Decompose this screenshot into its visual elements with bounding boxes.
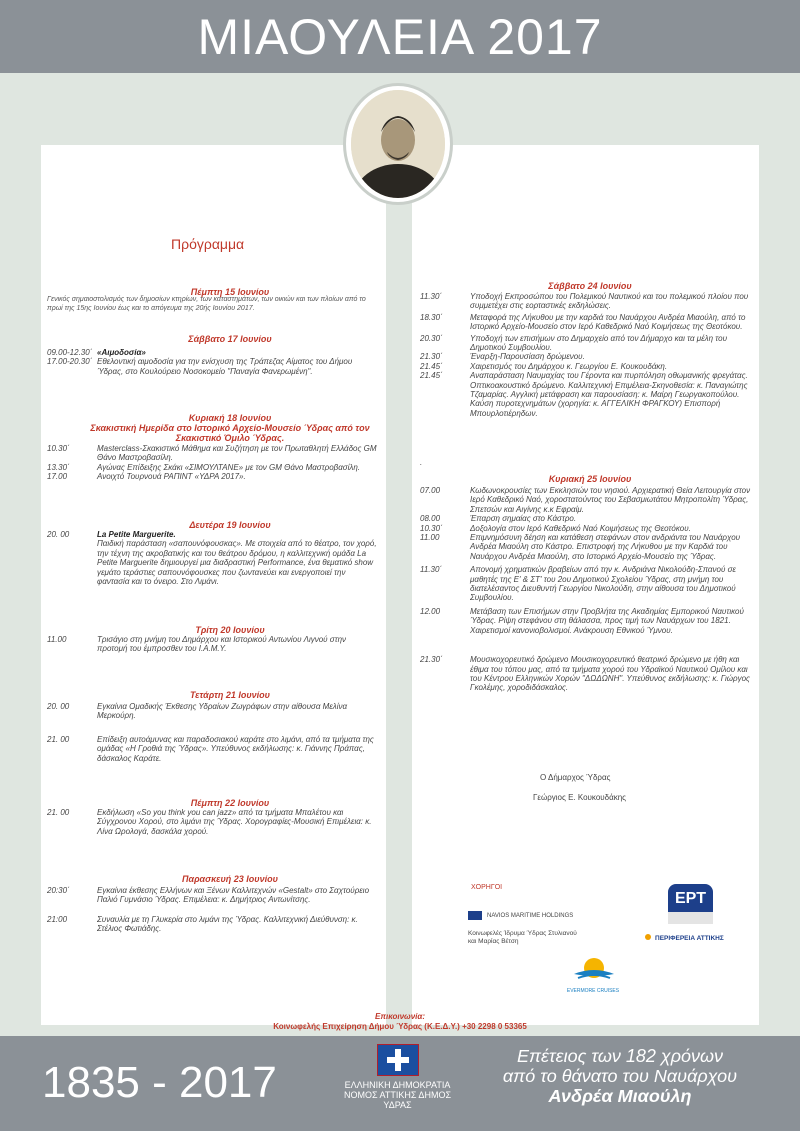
event-time: 11.00 xyxy=(47,635,67,644)
event-text: Μεταφορά της Λήκυθου με την καρδιά του Ναυάρχου Ανδρέα Μιαούλη, από το Ιστορικό Αρχείο-Μουσείο στον Ιερό Καθεδρικό Ναό Κοιμήσεως της Θεοτόκου. xyxy=(470,312,746,332)
event-text: Επίδειξη αυτοάμυνας και παραδοσιακού καράτε στο λιμάνι, από τα τμήματα της ομάδας «Η Γροθιά της Ύδρας». Υπεύθυνος εκδήλωσης: κ. Γιάννης Πράπας, δάσκαλος Καράτε. xyxy=(97,734,374,763)
ert-logo-text: ΕΡΤ xyxy=(674,890,707,907)
event-time: 20.30΄ xyxy=(420,333,443,343)
event-time: 21. 00 xyxy=(47,734,70,744)
event-text: Ανοιχτό Τουρνουά ΡΑΠΙΝΤ «ΥΔΡΑ 2017». xyxy=(97,472,246,482)
emblem-text: ΕΛΛΗΝΙΚΗ ΔΗΜΟΚΡΑΤΙΑ ΝΟΜΟΣ ΑΤΤΙΚΗΣ ΔΗΜΟΣ ΥΔΡΑΣ xyxy=(343,1080,452,1110)
years-text: 1835 - 2017 xyxy=(42,1058,277,1107)
event-text: Τρισάγιο στη μνήμη του Δημάρχου και Ιστορικού Αντωνίου Λιγνού στην προτομή του έμπροσθεν του Ι.Α.Μ.Υ. xyxy=(97,635,347,654)
day-20-events xyxy=(47,635,377,654)
day-23-events xyxy=(47,886,377,934)
separator-dot: . xyxy=(420,458,423,467)
event-text: Καύση πυροτεχνημάτων (χορηγία: κ. ΑΓΓΕΛΙΚΗ ΦΡΑΓΚΟΥ) Επισπορή Μπουρλοτιέρηδων. xyxy=(470,399,721,418)
event-text: Εθελοντική αιμοδοσία για την ενίσχυση της Τράπεζας Αίματος του Δήμου Ύδρας, στο Κουλούρειο Νοσοκομείο "Παναγία Φανερωμένη". xyxy=(97,357,353,376)
event-text: Μουσικοχορευτικό δρώμενο Μουσικοχορευτικό θεατρικό δρώμενο με ήθη και έθιμα του τόπου μας, από τα τμήματα χορού του Υδραϊκού Ναυτικού Ομίλου και του Κέντρου Ελληνικών Χορών "ΔΩΔΩΝΗ". Υπεύθυνος εκδήλωσης: κ. Γιώργος Γκολέμης, χοροδιδάσκαλος. xyxy=(470,655,750,693)
event-text: Υποδοχή Εκπροσώπου του Πολεμικού Ναυτικού και του πολεμικού πλοίου που συμμετέχει στις εορταστικές εκδηλώσεις. xyxy=(470,292,749,311)
event-text: Επιμνημόσυνη δέηση και κατάθεση στεφάνων στον ανδριάντα του Ναυάρχου Ανδρέα Μιαούλη στο Κάστρο. Επιστροφή της Λήκυθου με την Καρδιά του Ναυάρχου Ανδρέα Μιαούλη, στο Ιστορικό Αρχείο-Μουσείο της Ύδρας. xyxy=(470,533,741,561)
event-text: Μετάβαση των Επισήμων στην Προβλήτα της Ακαδημίας Εμπορικού Ναυτικού Ύδρας. Ρίψη στεφάνου στη θάλασσα, προς τιμή των Ναυάρχων του 1821. Χαιρετισμοί κανονιοβολισμοί. Ανάκρουση Εθνικού Ύμνου. xyxy=(470,606,744,635)
event-time: 10.30΄ xyxy=(420,523,443,533)
event-text: Εκδήλωση «So you think you can jazz» από τα τμήματα Μπαλέτου και Σύγχρονου Χορού, στο λιμάνι της Ύδρας. Χορογραφίες-Μουσική Επιμέλεια: κ. Λίνα Ωρολογά, δασκάλα χορού. xyxy=(97,808,372,836)
anniversary-line-1: Επέτειος των 182 χρόνων xyxy=(516,1046,724,1066)
ert-logo-base-icon xyxy=(668,912,713,924)
sponsors-heading: ΧΟΡΗΓΟΙ xyxy=(471,884,503,891)
event-text: Αγώνας Επίδειξης Σκάκι «ΣΙΜΟΥΛΤΑΝΕ» με τον GM Θάνο Μαστροβασίλη. xyxy=(97,462,360,472)
event-time: 21.45΄ xyxy=(420,361,443,371)
event-time: 20. 00 xyxy=(47,530,70,539)
program-heading: Πρόγραμμα xyxy=(171,236,245,252)
anniversary-line-3: Ανδρέα Μιαούλη xyxy=(548,1086,692,1106)
greek-emblem-icon xyxy=(377,1044,419,1076)
day-17-events xyxy=(47,348,377,376)
sponsor-cruises: EVERMORE CRUISES xyxy=(566,988,620,994)
cruises-logo-icon xyxy=(570,956,618,986)
event-time: 21:00 xyxy=(47,914,68,924)
day-heading-24: Σάββατο 24 Ιουνίου xyxy=(548,281,632,291)
event-time: 12.00 xyxy=(420,606,441,616)
event-time: 11.00 xyxy=(420,533,440,543)
day-heading-21: Τετάρτη 21 Ιουνίου xyxy=(189,690,270,700)
day-heading-25: Κυριακή 25 Ιουνίου xyxy=(548,474,632,484)
day-18-subtitle: Σκακιστική Ημερίδα στο Ιστορικό Αρχείο-Μουσείο Ύδρας από τον Σκακιστικό Όμιλο Ύδρας. xyxy=(90,423,370,443)
day-24-events xyxy=(420,292,755,418)
event-time: 17.00-20.30΄ xyxy=(47,357,93,367)
event-time: 20. 00 xyxy=(47,702,70,711)
anniversary-text xyxy=(470,1046,770,1106)
event-text: Έπαρση σημαίας στο Κάστρο. xyxy=(470,514,577,524)
event-text: Δοξολογία στον Ιερό Καθεδρικό Ναό Κοιμήσεως της Θεοτόκου. xyxy=(470,523,691,533)
event-time: 10.30΄ xyxy=(47,444,70,453)
event-time: 21.30΄ xyxy=(420,655,443,665)
event-text: Έναρξη-Παρουσίαση δρώμενου. xyxy=(470,352,585,362)
day-21-events xyxy=(47,702,377,763)
day-heading-23: Παρασκευή 23 Ιουνίου xyxy=(182,874,278,884)
event-text: Υποδοχή των επισήμων στο Δημαρχείο από τον Δήμαρχο και τα μέλη του Δημοτικού Συμβουλίου. xyxy=(470,333,727,353)
day-heading-18: Κυριακή 18 Ιουνίου xyxy=(188,413,272,423)
event-text: Εγκαίνια Ομαδικής Έκθεσης Υδραίων Ζωγράφων στην αίθουσα Μελίνα Μερκούρη. xyxy=(97,702,348,721)
event-text: Απονομή χρηματικών βραβείων από την κ. Ανδριάνα Νικολούδη-Σπανού σε μαθητές της Ε' & ΣΤ' του 2ου Δημοτικού Σχολείου Ύδρας, στη μνήμη του διατελέσαντος Διευθυντή Γεωργίου Νικολούδη, στην αίθουσα του Δημοτικού Συμβουλίου. xyxy=(470,565,736,603)
event-time: 09.00-12.30΄ xyxy=(47,348,93,357)
event-time: 08.00 xyxy=(420,514,441,524)
page-title: ΜΙΑΟΥΛΕΙΑ 2017 xyxy=(197,9,603,65)
day-heading-15: Πέμπτη 15 Ιουνίου xyxy=(190,287,270,297)
day-22-events xyxy=(47,808,377,836)
event-time: 11.30΄ xyxy=(420,292,443,301)
sponsor-foundation: Κοινωφελές Ίδρυμα Ύδρας Στυλιανού και Μαρίας Βέτση xyxy=(468,930,577,945)
event-text: Εγκαίνια έκθεσης Ελλήνων και Ξένων Καλλιτεχνών «Gestalt» στο Σαχτούρειο Παλιό Γυμνάσιο Ύδρας. Επιμέλεια: κ. Δημήτριος Αντωνίτσης. xyxy=(97,886,370,905)
signature-role: Ο Δήμαρχος Ύδρας xyxy=(540,773,611,782)
contact-heading: Επικοινωνία: xyxy=(374,1012,425,1021)
region-logo-icon xyxy=(645,934,651,940)
event-time: 13.30΄ xyxy=(47,462,70,472)
anniversary-line-2: από το θάνατο του Ναυάρχου xyxy=(502,1066,738,1086)
day-19-events xyxy=(47,530,377,586)
event-text: Συναυλία με τη Γλυκερία στο λιμάνι της Ύδρας. Καλλιτεχνική Διεύθυνση: κ. Στέλιος Φωτιάδης. xyxy=(97,914,358,934)
event-time: 17.00 xyxy=(47,472,68,482)
event-title: «Αιμοδοσία» xyxy=(97,348,146,357)
event-text: Κωδωνοκρουσίες των Εκκλησιών του νησιού. Αρχιερατική Θεία Λειτουργία στον Ιερό Καθεδρικό Ναό, χοροστατούντος του Σεβασμιωτάτου Μητροπολίτη Ύδρας, Σπετσών και Αιγίνης κ.κ Εφραίμ. xyxy=(470,486,751,514)
event-text: Χαιρετισμός του Δημάρχου κ. Γεωργίου Ε. Κουκουδάκη. xyxy=(470,361,668,371)
event-time: 21. 00 xyxy=(47,808,70,817)
signature-name: Γεώργιος Ε. Κουκουδάκης xyxy=(533,793,627,802)
day-18-events xyxy=(47,444,377,482)
day-heading-19: Δευτέρα 19 Ιουνίου xyxy=(189,520,271,530)
sponsor-region: ΠΕΡΙΦΕΡΕΙΑ ΑΤΤΙΚΗΣ xyxy=(655,935,724,942)
day-25-events xyxy=(420,486,755,693)
event-time: 21.30΄ xyxy=(420,352,443,362)
day-heading-22: Πέμπτη 22 Ιουνίου xyxy=(190,798,270,808)
event-time: 07.00 xyxy=(420,486,441,495)
event-text: Αναπαράσταση Ναυμαχίας του Γέροντα και πυρπόληση οθωμανικής φρεγάτας. Οπτικοακουστικό δρώμενο. Καλλιτεχνική Επιμέλεια-Σκηνοθεσία: κ. Παναγιώτης Τζαμαρίας. Αγγλική μετάφραση και παρουσίαση: κ. Μαίρη Γεωργακοπούλου. xyxy=(470,371,748,400)
day-heading-20: Τρίτη 20 Ιουνίου xyxy=(195,625,265,635)
contact-text: Κοινωφελής Επιχείρηση Δήμου Ύδρας (Κ.Ε.Δ.Υ.) +30 2298 0 53365 xyxy=(273,1022,527,1031)
navios-logo-icon xyxy=(468,911,482,920)
sponsor-navios: NAVIOS MARITIME HOLDINGS xyxy=(487,913,574,919)
event-text: Παιδική παράσταση «σαπουνόφουσκας». Με στοιχεία από το θέατρο, τον χορό, την τέχνη της ακροβατικής και του θεάτρου δρόμου, η καλλιτεχνική ομάδα La Petite Marguerite δημιουργεί μια διαδραστική Performance, ένα θεματικό show γεμάτο τεράστιες σαπουνόφουσκες που ζωντανεύει και ενεργοποιεί την φαντασία και το όνειρο. Στο Λιμάνι. xyxy=(97,539,377,587)
event-time: 11.30΄ xyxy=(420,565,443,575)
portrait-image xyxy=(351,90,445,198)
event-text: Masterclass-Σκακιστικό Μάθημα και Συζήτηση με τον Πρωταθλητή Ελλάδος GM Θάνο Μαστροβασίλη. xyxy=(97,444,377,463)
event-time: 20:30΄ xyxy=(47,886,70,895)
event-time: 18.30΄ xyxy=(420,312,443,322)
day-heading-17: Σάββατο 17 Ιουνίου xyxy=(188,334,272,344)
day-15-note: Γενικός σημαιοστολισμός των δημοσίων κτηρίων, των καταστημάτων, των οικιών και των πλοίων από το πρωί της 15ης Ιουνίου έως και το απόγευμα της 20ής Ιουνίου 2017. xyxy=(47,296,366,312)
event-time: 21.45΄ xyxy=(420,371,443,381)
event-time xyxy=(420,399,470,418)
event-title: La Petite Marguerite. xyxy=(97,530,176,539)
